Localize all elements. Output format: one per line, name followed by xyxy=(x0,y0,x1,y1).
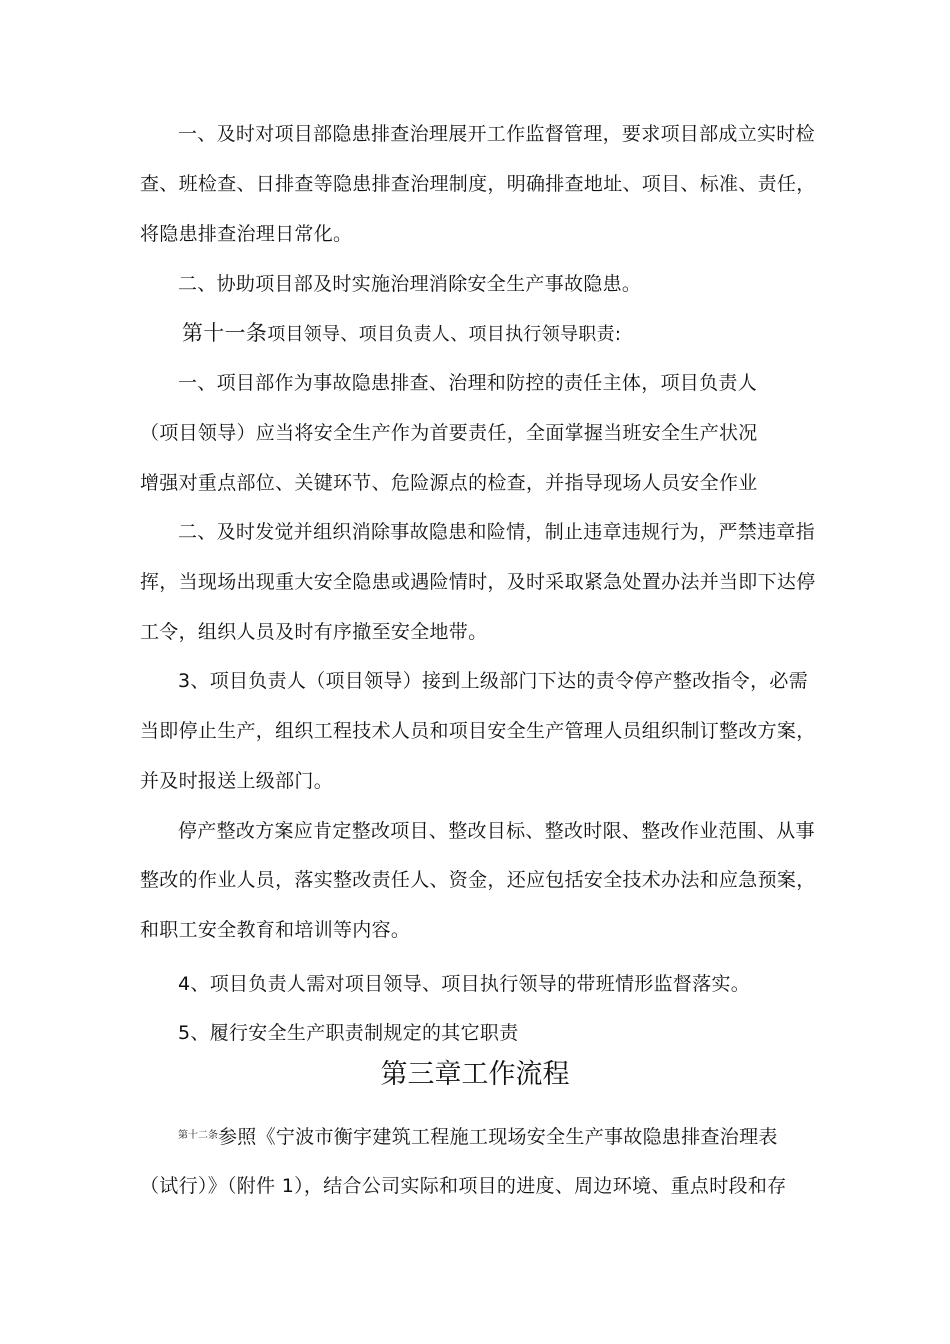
paragraph-line: 4、项目负责人需对项目领导、项目执行领导的带班情形监督落实。 xyxy=(178,973,751,995)
paragraph-text: 参照《宁波市衡宇建筑工程施工现场安全生产事故隐患排查治理表 xyxy=(218,1126,778,1148)
paragraph-line: 增强对重点部位、关键环节、危险源点的检查，并指导现场人员安全作业 xyxy=(140,472,758,494)
paragraph-line: 和职工安全教育和培训等内容。 xyxy=(140,919,411,941)
paragraph-line: 一、及时对项目部隐患排查治理展开工作监督管理，要求项目部成立实时检 xyxy=(178,123,815,145)
paragraph-line: 当即停止生产，组织工程技术人员和项目安全生产管理人员组织制订整改方案， xyxy=(140,720,816,742)
article-title: 项目领导、项目负责人、项目执行领导职责: xyxy=(267,324,622,345)
article-12-first-line xyxy=(178,1123,778,1150)
paragraph-line: 停产整改方案应肯定整改项目、整改目标、整改时限、整改作业范围、从事 xyxy=(178,820,815,842)
article-number: 第十一条 xyxy=(182,321,268,345)
paragraph-line: 二、及时发觉并组织消除事故隐患和险情，制止违章违规行为，严禁违章指 xyxy=(178,521,815,543)
paragraph-line: 将隐患排查治理日常化。 xyxy=(140,223,353,245)
paragraph-line: 一、项目部作为事故隐患排查、治理和防控的责任主体，项目负责人 xyxy=(178,372,758,394)
article-number: 第十二条 xyxy=(178,1130,218,1141)
paragraph-line: （项目领导）应当将安全生产作为首要责任，全面掌握当班安全生产状况 xyxy=(140,422,758,444)
paragraph-line: 查、班检查、日排查等隐患排查治理制度，明确排查地址、项目、标准、责任， xyxy=(140,173,816,195)
paragraph-line: （试行）》（附件 1），结合公司实际和项目的进度、周边环境、重点时段和存 xyxy=(140,1175,787,1197)
paragraph-line: 二、协助项目部及时实施治理消除安全生产事故隐患。 xyxy=(178,273,642,295)
paragraph-line: 5、履行安全生产职责制规定的其它职责 xyxy=(178,1022,519,1044)
article-11-heading xyxy=(182,320,621,348)
paragraph-line: 工令，组织人员及时有序撤至安全地带。 xyxy=(140,621,488,643)
paragraph-line: 挥，当现场出现重大安全隐患或遇险情时，及时采取紧急处置办法并当即下达停 xyxy=(140,571,816,593)
chapter-title: 第三章工作流程 xyxy=(380,1059,570,1090)
paragraph-line: 并及时报送上级部门。 xyxy=(140,770,334,792)
paragraph-line: 整改的作业人员，落实整改责任人、资金，还应包括安全技术办法和应急预案， xyxy=(140,869,816,891)
paragraph-line: 3、项目负责人（项目领导）接到上级部门下达的责令停产整改指令，必需 xyxy=(178,670,808,692)
